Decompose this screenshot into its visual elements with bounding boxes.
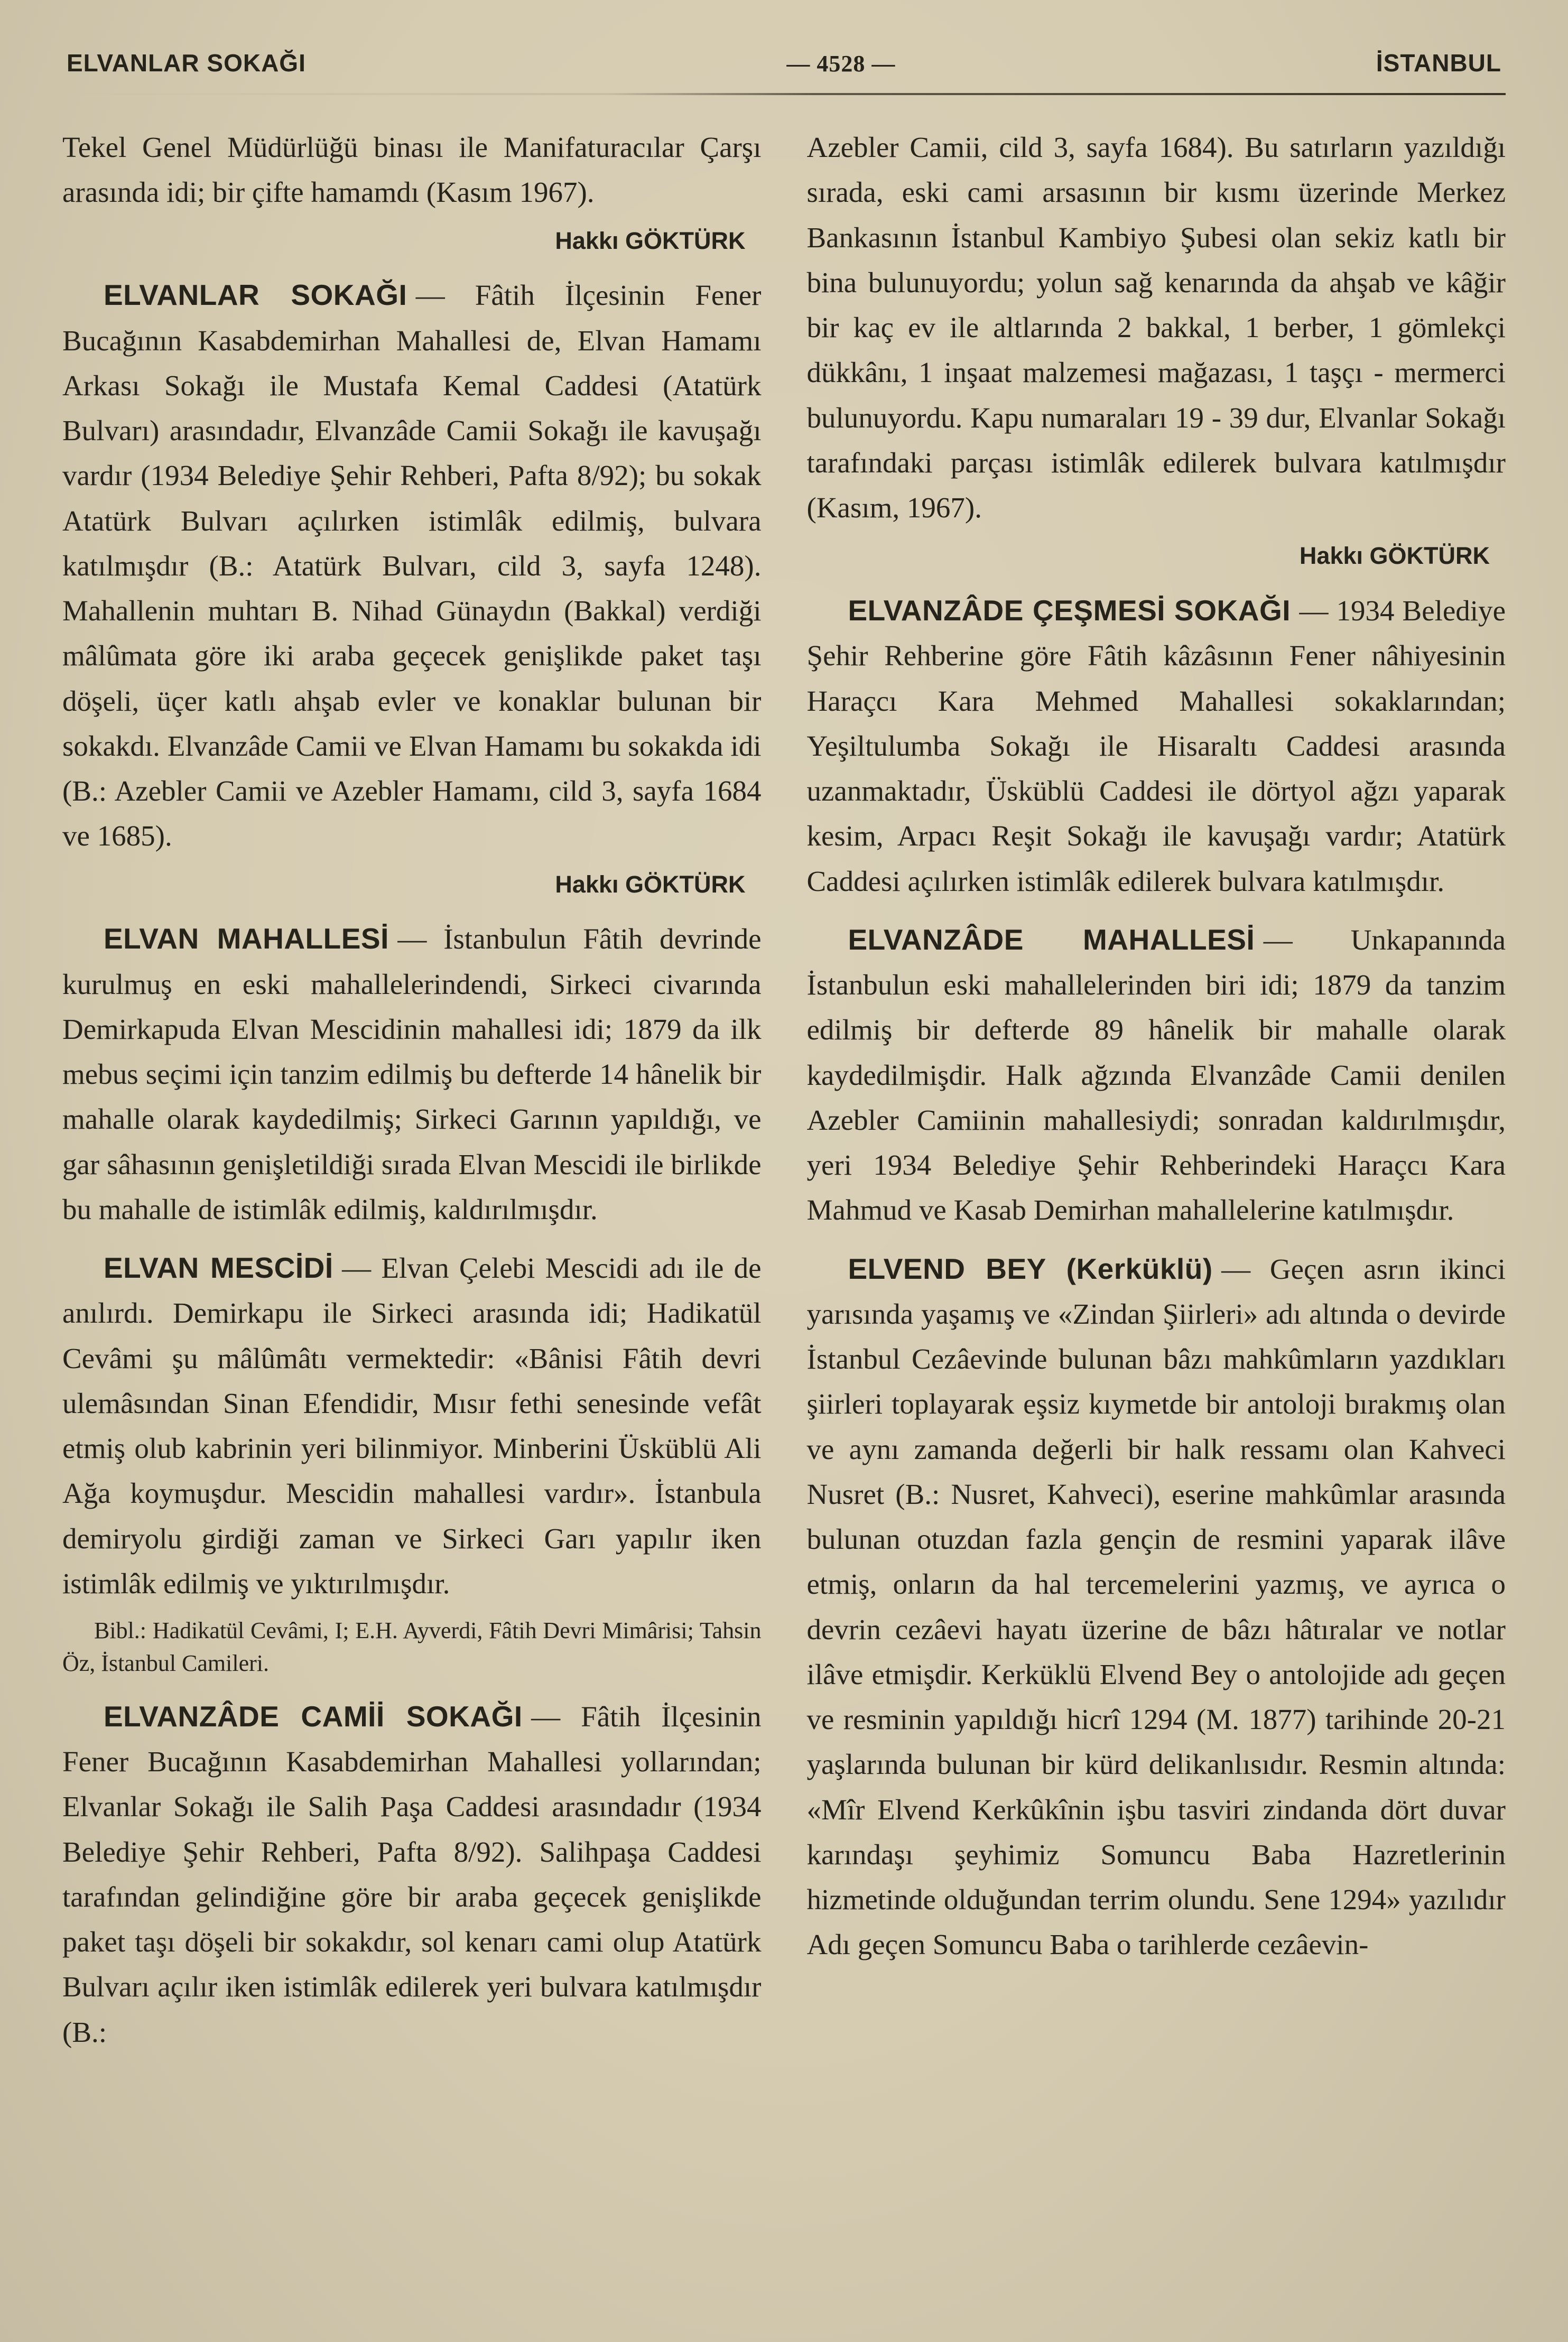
left-column xyxy=(62,125,762,2055)
entry-body: — Geçen asrın ikinci yarısında yaşamış ve «Zindan Şiirleri» adı altında o devirde İstanbul Cezâevinde bulunan bâzı mahkûmların yazdıkları şiirleri toplayarak eşsiz kıymetde bir antoloji bırakmış olan ve aynı zamanda değerli bir halk ressamı olan Kahveci Nusret (B.: Nusret, Kahveci), eserine mahkûmlar arasında bulunan otuzdan fazla gençin de resmini yaparak ilâve etmiş, onların da hal tercemelerini yazmış, ve ayrıca o devrin cezâevi hayatı üzerine de bâzı hâtıralar ve notlar ilâve etmişdir. Kerküklü Elvend Bey o antolojide adı geçen ve resminin yapıldığı hicrî 1294 (M. 1877) tarihinde 20-21 yaşlarında bulunan bir kürd delikanlısıdır. Resmin altında: «Mîr Elvend Kerkûkînin işbu tasviri zindanda dört duvar karındaşı şeyhimiz Somuncu Baba Hazretlerinin hizmetinde olduğundan terrim olundu. Sene 1294» yazılıdır Adı geçen Somuncu Baba o tarihlerde cezâevin- xyxy=(806,1252,1506,1961)
entry-body: — 1934 Belediye Şehir Rehberine göre Fâtih kâzâsının Fener nâhiyesinin Haraçcı Kara Mehmed Mahallesi sokaklarından; Yeşiltulumba Sokağı ile Hisaraltı Caddesi arasında uzanmaktadır, Üsküblü Caddesi ile dörtyol ağzı yaparak kesim, Arpacı Reşit Sokağı ile kavuşağı vardır; Atatürk Caddesi açılırken istimlâk edilerek bulvara katılmışdır. xyxy=(806,594,1506,897)
entry-title: ELVANZÂDE CAMİİ SOKAĞI xyxy=(104,1699,523,1733)
entry-title: ELVANZÂDE ÇEŞMESİ SOKAĞI xyxy=(848,594,1291,627)
entry-paragraph-elvanzade-cesmesi-sokagi xyxy=(807,588,1506,904)
header-rule xyxy=(62,93,1506,95)
entry-title: ELVAN MAHALLESİ xyxy=(104,922,389,955)
entry-title: ELVEND BEY (Kerküklü) xyxy=(848,1252,1213,1285)
running-head-left-title: ELVANLAR SOKAĞI xyxy=(67,49,306,77)
entry-paragraph-elvanzade-camii-sokagi xyxy=(62,1694,762,2055)
entry-body: — İstanbulun Fâtih devrinde kurulmuş en eski mahallelerindendi, Sirkeci civarında Demirkapuda Elvan Mescidinin mahallesi idi; 1879 da ilk mebus seçimi için tanzim edilmiş bu defterde 14 hânelik bir mahalle olarak kaydedilmiş; Sirkeci Garının yapıldığı, ve gar sâhasının genişletildiği sırada Elvan Mescidi ile birlikde bu mahalle de istimlâk edilmiş, kaldırılmışdır. xyxy=(62,923,762,1225)
entry-title: ELVANZÂDE MAHALLESİ xyxy=(848,923,1255,956)
continuation-paragraph: Tekel Genel Müdürlüğü binası ile Manifaturacılar Çarşı arasında idi; bir çifte hamamdı (Kasım 1967). xyxy=(62,131,762,209)
right-column xyxy=(807,125,1506,2055)
author-signature: Hakkı GÖKTÜRK xyxy=(555,870,746,898)
entry-paragraph-elvend-bey xyxy=(807,1247,1506,1967)
entry-paragraph-elvan-mescidi xyxy=(62,1246,762,1606)
entry-title: ELVAN MESCİDİ xyxy=(104,1251,333,1284)
author-signature: Hakkı GÖKTÜRK xyxy=(555,227,746,254)
running-head-page-number: — 4528 — xyxy=(786,51,896,77)
running-head xyxy=(62,49,1506,93)
author-signature: Hakkı GÖKTÜRK xyxy=(1299,542,1490,570)
entry-paragraph-elvan-mahallesi xyxy=(62,916,762,1232)
text-columns xyxy=(62,125,1506,2055)
continuation-paragraph: Azebler Camii, cild 3, sayfa 1684). Bu satırların yazıldığı sırada, eski cami arsasının bir kısmı üzerinde Merkez Bankasının İstanbul Kambiyo Şubesi olan sekiz katlı bir bina bulunuyordu; yolun sağ kenarında da ahşab ve kâğir bir kaç ev ile altlarında 2 bakkal, 1 berber, 1 gömlekçi dükkânı, 1 inşaat malzemesi mağazası, 1 taşçı - mermerci bulunuyordu. Kapu numaraları 19 - 39 dur, Elvanlar Sokağı tarafındaki parçası istimlâk edilerek bulvara katılmışdır (Kasım, 1967). xyxy=(806,131,1506,524)
running-head-right-title: İSTANBUL xyxy=(1376,49,1501,77)
entry-body: — Fâtih İlçesinin Fener Bucağının Kasabdemirhan Mahallesi de, Elvan Hamamı Arkası Sokağı ile Mustafa Kemal Caddesi (Atatürk Bulvarı) arasındadır, Elvanzâde Camii Sokağı ile kavuşağı vardır (1934 Belediye Şehir Rehberi, Pafta 8/92); bu sokak Atatürk Bulvarı açılırken istimlâk edilmiş, bulvara katılmışdır (B.: Atatürk Bulvarı, cild 3, sayfa 1248). Mahallenin muhtarı B. Nihad Günaydın (Bakkal) verdiği mâlûmata göre iki araba geçecek genişlikde paket taşı döşeli, üçer katlı ahşab evler ve konaklar bulunan bir sokakdı. Elvanzâde Camii ve Elvan Hamamı bu sokakda idi (B.: Azebler Camii ve Azebler Hamamı, cild 3, sayfa 1684 ve 1685). xyxy=(62,279,762,852)
bibliography-note: Bibl.: Hadikatül Cevâmi, I; E.H. Ayverdi, Fâtih Devri Mimârisi; Tahsin Öz, İstanbul Camileri. xyxy=(62,1618,762,1677)
entry-paragraph-elvanzade-mahallesi xyxy=(807,917,1506,1233)
entry-body: — Fâtih İlçesinin Fener Bucağının Kasabdemirhan Mahallesi yollarından; Elvanlar Sokağı ile Salih Paşa Caddesi arasındadır (1934 Belediye Şehir Rehberi, Pafta 8/92). Salihpaşa Caddesi tarafından gelindiğine göre bir araba geçecek genişlikde paket taşı döşeli bir sokakdır, sol kenarı cami olup Atatürk Bulvarı açılır iken istimlâk edilerek yeri bulvara katılmışdır (B.: xyxy=(62,1700,762,2048)
entry-body: — Elvan Çelebi Mescidi adı ile de anılırdı. Demirkapu ile Sirkeci arasında idi; Hadikatül Cevâmi şu mâlûmâtı vermektedir: «Bânisi Fâtih devri ulemâsından Sinan Efendidir, Mısır fethi senesinde vefât etmiş olub kabrinin yeri bilinmiyor. Minberini Üsküblü Ali Ağa koymuşdur. Mescidin mahallesi vardır». İstanbula demiryolu girdiği zaman ve Sirkeci Garı yapılır iken istimlâk edilmiş ve yıktırılmışdır. xyxy=(62,1252,762,1600)
entry-body: — Unkapanında İstanbulun eski mahallelerinden biri idi; 1879 da tanzim edilmiş bir defterde 89 hânelik bir mahalle olarak kaydedilmişdir. Halk ağzında Elvanzâde Camii denilen Azebler Camiinin mahallesiydi; sonradan kaldırılmışdır, yeri 1934 Belediye Şehir Rehberindeki Haraçcı Kara Mahmud ve Kasab Demirhan mahallelerine katılmışdır. xyxy=(806,923,1506,1226)
entry-paragraph-elvanlar-sokagi xyxy=(62,273,762,858)
entry-title: ELVANLAR SOKAĞI xyxy=(104,278,407,312)
